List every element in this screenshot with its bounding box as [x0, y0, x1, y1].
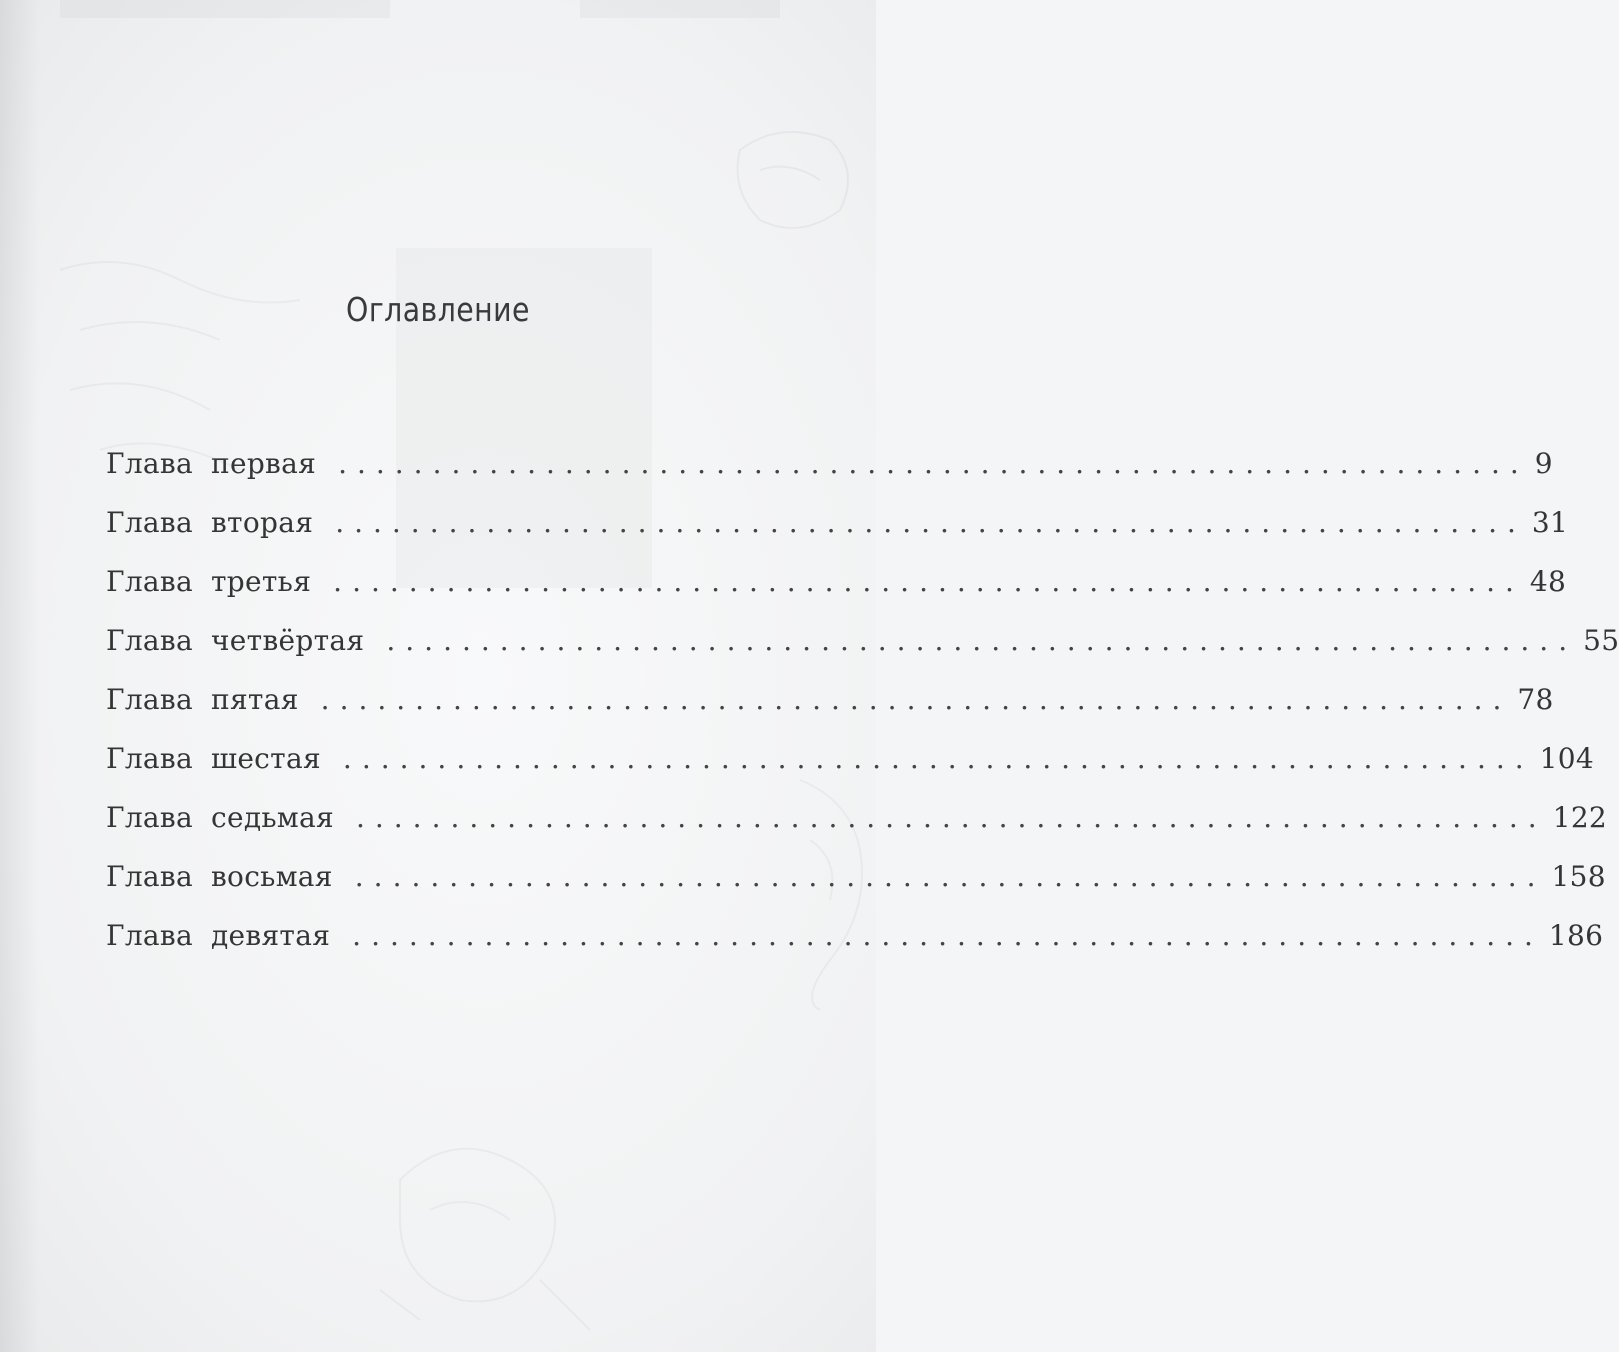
toc-entry[interactable] — [106, 801, 1608, 860]
toc-chapter-number: четвёртая — [210, 624, 365, 657]
toc-chapter-label: Глава — [106, 683, 193, 716]
toc-chapter-label: Глава — [106, 742, 193, 775]
toc-page-number: 186 — [1548, 919, 1604, 952]
toc-chapter-number: пятая — [210, 683, 299, 716]
page-edge-shadow — [0, 0, 40, 1352]
toc-entry[interactable] — [106, 565, 1567, 624]
toc-entry[interactable] — [106, 506, 1569, 565]
toc-chapter-number: шестая — [210, 742, 321, 775]
toc-page-number: 48 — [1529, 565, 1567, 598]
toc-dot-leader: ............................................................... — [352, 919, 1543, 952]
show-through-illustration-bottom — [360, 1120, 620, 1350]
toc-chapter-number: третья — [210, 565, 312, 598]
page-title: Оглавление — [346, 290, 530, 329]
toc-page-number: 55 — [1583, 624, 1619, 657]
table-of-contents — [106, 447, 1619, 978]
show-through-heading — [60, 0, 820, 26]
toc-dot-leader: ............................................................... — [355, 801, 1547, 834]
toc-chapter-label: Глава — [106, 565, 193, 598]
toc-entry[interactable] — [106, 860, 1606, 919]
toc-page-number: 122 — [1552, 801, 1608, 834]
toc-page-number: 104 — [1539, 742, 1594, 775]
toc-chapter-label: Глава — [106, 919, 193, 952]
toc-chapter-label: Глава — [106, 624, 193, 657]
toc-chapter-label: Глава — [106, 801, 193, 834]
toc-chapter-number: седьмая — [210, 801, 334, 834]
toc-entry[interactable] — [106, 919, 1604, 978]
toc-page-number: 158 — [1551, 860, 1606, 893]
toc-chapter-number: девятая — [210, 919, 331, 952]
toc-page-number: 78 — [1517, 683, 1554, 716]
toc-dot-leader: ............................................................... — [386, 624, 1578, 657]
toc-chapter-label: Глава — [106, 447, 193, 480]
toc-dot-leader: ............................................................... — [354, 860, 1546, 893]
toc-dot-leader: ............................................................... — [335, 506, 1526, 539]
toc-entry[interactable] — [106, 624, 1619, 683]
toc-chapter-label: Глава — [106, 860, 193, 893]
toc-page-number: 31 — [1531, 506, 1569, 539]
toc-chapter-number: первая — [210, 447, 317, 480]
toc-entry[interactable] — [106, 742, 1594, 801]
toc-chapter-number: вторая — [210, 506, 314, 539]
toc-dot-leader: ............................................................... — [320, 683, 1512, 716]
toc-dot-leader: ............................................................... — [338, 447, 1529, 480]
toc-page-number: 9 — [1534, 447, 1553, 480]
toc-entry[interactable] — [106, 447, 1553, 506]
toc-chapter-label: Глава — [106, 506, 193, 539]
toc-dot-leader: ............................................................... — [333, 565, 1524, 598]
toc-dot-leader: ............................................................... — [342, 742, 1534, 775]
toc-entry[interactable] — [106, 683, 1554, 742]
toc-chapter-number: восьмая — [210, 860, 333, 893]
